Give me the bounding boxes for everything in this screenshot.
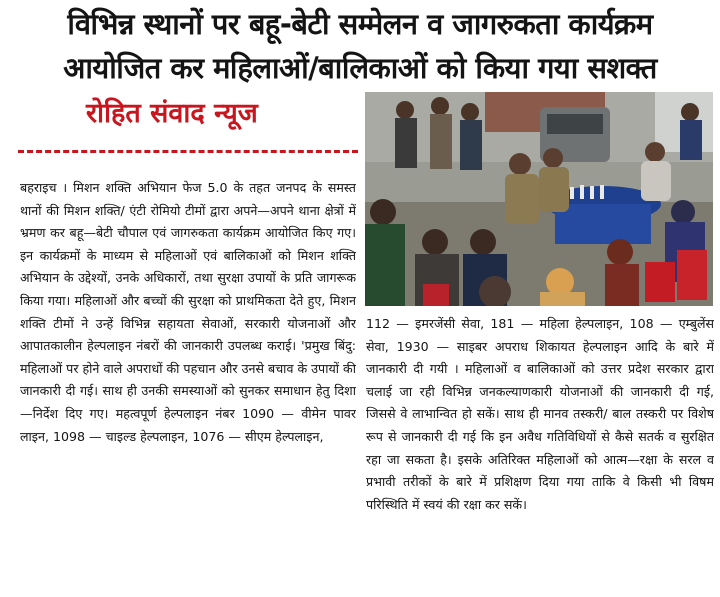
headline-line-1: विभिन्न स्थानों पर बहू-बेटी सम्मेलन व जागरुकता कार्यक्रम <box>67 7 653 41</box>
article-left-column: बहराइच । मिशन शक्ति अभियान फेज 5.0 के तहत जनपद के समस्त थानों की मिशन शक्ति/ एंटी रोमियो टीमों द्वारा अपने—अपने थाना क्षेत्रों में भ्रमण कर बहू—बेटी चौपाल एवं जागरुकता कार्यक्रम आयोजित किए गए। इन कार्यक्रमों के माध्यम से महिलाओं एवं बालिकाओं को मिशन शक्ति अभियान के उद्देश्यों, उनके अधिकारों, तथा सुरक्षा उपायों के प्रति जागरूक किया गया। महिलाओं और बच्चों की सुरक्षा को प्राथमिकता देते हुए, मिशन शक्ति टीमों ने उन्हें विभिन्न सहायता सेवाओं, सरकारी योजनाओं और आपातकालीन हेल्पलाइन नंबरों की जानकारी उपलब्ध कराई। 'प्रमुख बिंदु: महिलाओं पर होने वाले अपराधों की पहचान और उनसे बचाव के उपायों की जानकारी दी गई। साथ ही उनकी समस्याओं को सुनकर समाधान हेतु दिशा—निर्देश दिए गए। महत्वपूर्ण हेल्पलाइन नंबर 1090 — वीमेन पावर लाइन, 1098 — चाइल्ड हेल्पलाइन, 1076 — सीएम हेल्पलाइन, <box>20 180 356 444</box>
photo-illustration <box>365 92 713 306</box>
article-right-column: 112 — इमरजेंसी सेवा, 181 — महिला हेल्पलाइन, 108 — एम्बुलेंस सेवा, 1930 — साइबर अपराध शिकायत हेल्पलाइन आदि के बारे में जानकारी दी गयी । महिलाओं व बालिकाओं को उत्तर प्रदेश सरकार द्वारा चलाई जा रही विभिन्न जनकल्याणकारी योजनाओं की जानकारी दी गई, जिससे वे लाभान्वित हो सकें। साथ ही मानव तस्करी/ बाल तस्करी पर विशेष रूप से जानकारी दी गई कि इन अवैध गतिविधियों से कैसे सतर्क व सुरक्षित रहा जा सकता है। इसके अतिरिक्त महिलाओं को आत्म—रक्षा के सरल व प्रभावी तरीकों के बारे में प्रशिक्षण दिया गया ताकि वे किसी भी विषम परिस्थिति में स्वयं की रक्षा कर सकें। <box>366 316 714 512</box>
publication-name: रोहित संवाद न्यूज <box>86 98 258 129</box>
headline-line-2: आयोजित कर महिलाओं/बालिकाओं को किया गया सशक्त <box>63 51 657 85</box>
headline <box>0 0 720 92</box>
dashed-divider <box>18 150 358 153</box>
news-photo <box>365 92 713 306</box>
